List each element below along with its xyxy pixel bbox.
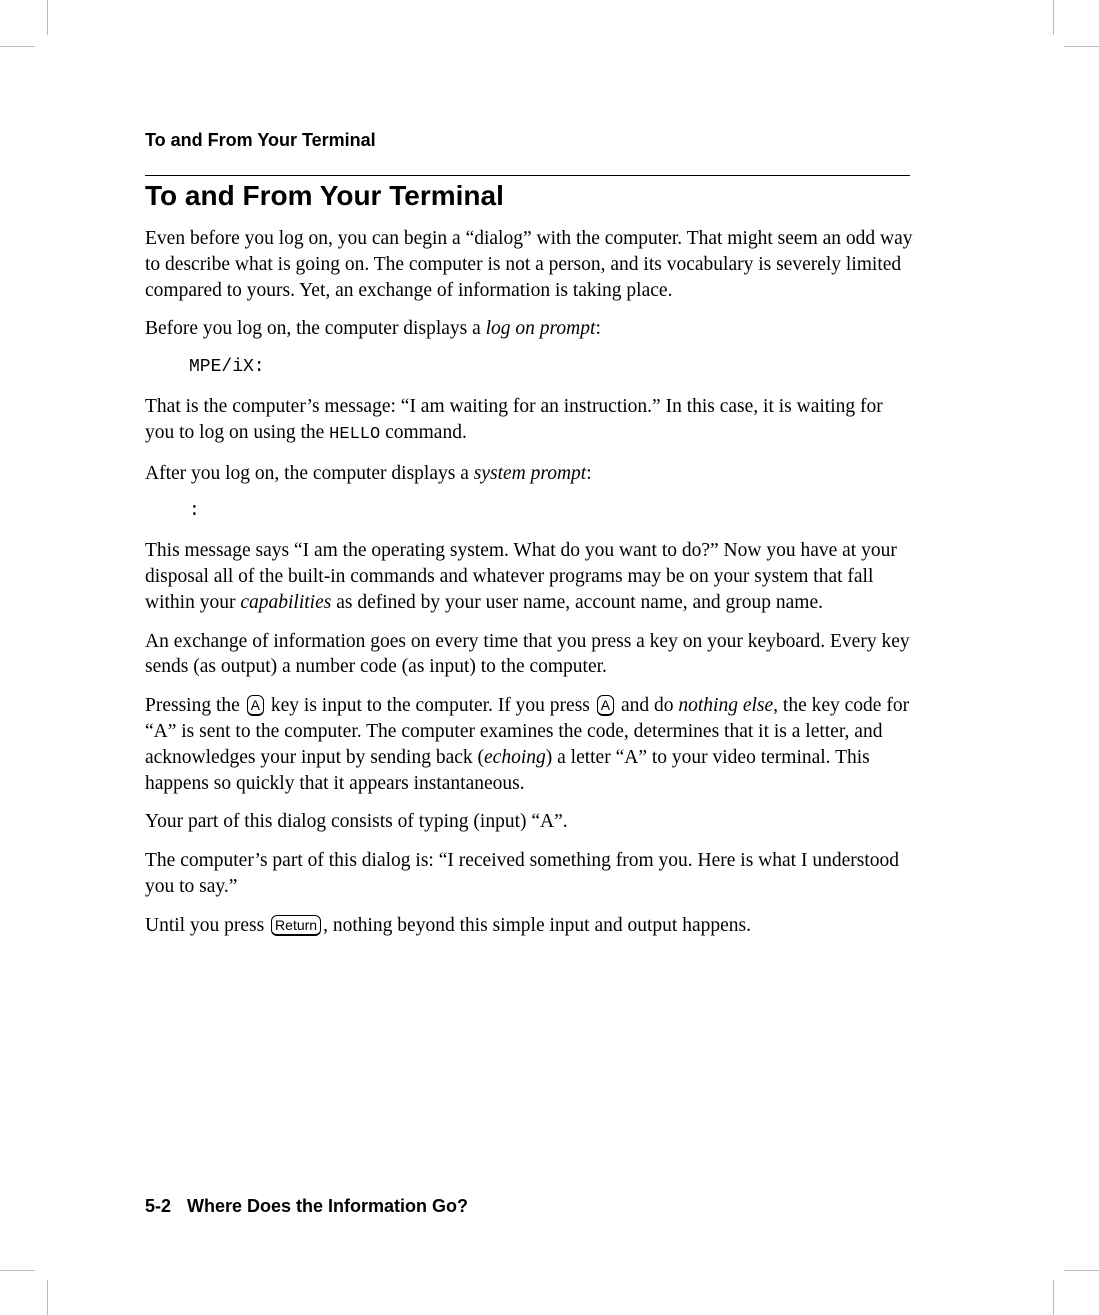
text-run: The computer’s part of this dialog is: “I received something from you. Here is what I understood you to say.” (145, 850, 899, 897)
paragraph (145, 316, 915, 342)
text-run: as defined by your user name, account name, and group name. (331, 591, 824, 613)
running-header: To and From Your Terminal (145, 130, 376, 150)
command-name: HELLO (329, 424, 381, 444)
text-run: , nothing beyond this simple input and output happens. (323, 914, 751, 936)
section-title: To and From Your Terminal (145, 180, 504, 211)
text-run: : (189, 501, 200, 522)
emphasis: echoing (484, 746, 546, 768)
prompt-example (189, 499, 915, 525)
text-run: : (586, 462, 592, 484)
text-run: command. (380, 421, 467, 443)
paragraph (145, 394, 915, 448)
page-number: 5-2 (145, 1196, 172, 1216)
text-run: and do (616, 695, 679, 717)
crop-mark (1064, 46, 1099, 47)
keycap: A (247, 695, 264, 716)
keycap: A (597, 695, 614, 716)
text-run: This message says “I am the operating system. What do you want to do?” Now you have at your disposal all of the built-in commands and whatever programs may be on your system that fall within your (145, 540, 897, 613)
emphasis: nothing else (678, 695, 774, 717)
text-run: That is the computer’s message: “I am waiting for an instruction.” In this case, it is waiting for you to log on using the (145, 395, 883, 443)
text-run: Until you press (145, 914, 270, 936)
emphasis: log on prompt (485, 318, 596, 340)
paragraph (145, 693, 915, 796)
text-run: : (595, 318, 601, 340)
paragraph (145, 809, 915, 835)
crop-mark (1053, 1280, 1054, 1315)
paragraph (145, 461, 915, 487)
text-run: An exchange of information goes on every time that you press a key on your keyboard. Every key sends (as output) a number code (as input) to the computer. (145, 630, 910, 678)
text-run: MPE/iX: (189, 357, 265, 378)
text-run: Even before you log on, you can begin a “dialog” with the computer. That might seem an odd way to describe what is going on. The computer is not a person, and its vocabulary is severely limited compared to yours. Yet, an exchange of information is taking place. (145, 228, 913, 301)
emphasis: capabilities (240, 591, 332, 613)
prompt-example (189, 355, 915, 381)
paragraph (145, 848, 915, 900)
header-rule (145, 175, 910, 176)
text-run: Pressing the (145, 695, 245, 717)
text-run: Before you log on, the computer displays a (145, 318, 486, 340)
crop-mark (0, 46, 35, 47)
crop-mark (47, 0, 48, 35)
paragraph (145, 226, 915, 303)
paragraph (145, 538, 915, 615)
keycap: Return (271, 915, 321, 936)
crop-mark (47, 1280, 48, 1315)
body-text (145, 226, 915, 952)
crop-mark (1064, 1270, 1099, 1271)
chapter-title: Where Does the Information Go? (187, 1196, 469, 1216)
crop-mark (0, 1270, 35, 1271)
text-run: After you log on, the computer displays a (145, 462, 474, 484)
paragraph (145, 913, 915, 939)
text-run: ) a letter “A” to your video terminal. This happens so quickly that it appears instantaneous. (145, 746, 870, 794)
crop-mark (1053, 0, 1054, 35)
text-run: key is input to the computer. If you press (266, 695, 595, 717)
paragraph (145, 629, 915, 681)
page-footer (145, 1196, 468, 1217)
text-run: Your part of this dialog consists of typing (input) “A”. (145, 811, 568, 833)
emphasis: system prompt (473, 462, 587, 484)
text-run: , the key code for “A” is sent to the computer. The computer examines the code, determines that it is a letter, and acknowledges your input by sending back ( (145, 695, 910, 768)
